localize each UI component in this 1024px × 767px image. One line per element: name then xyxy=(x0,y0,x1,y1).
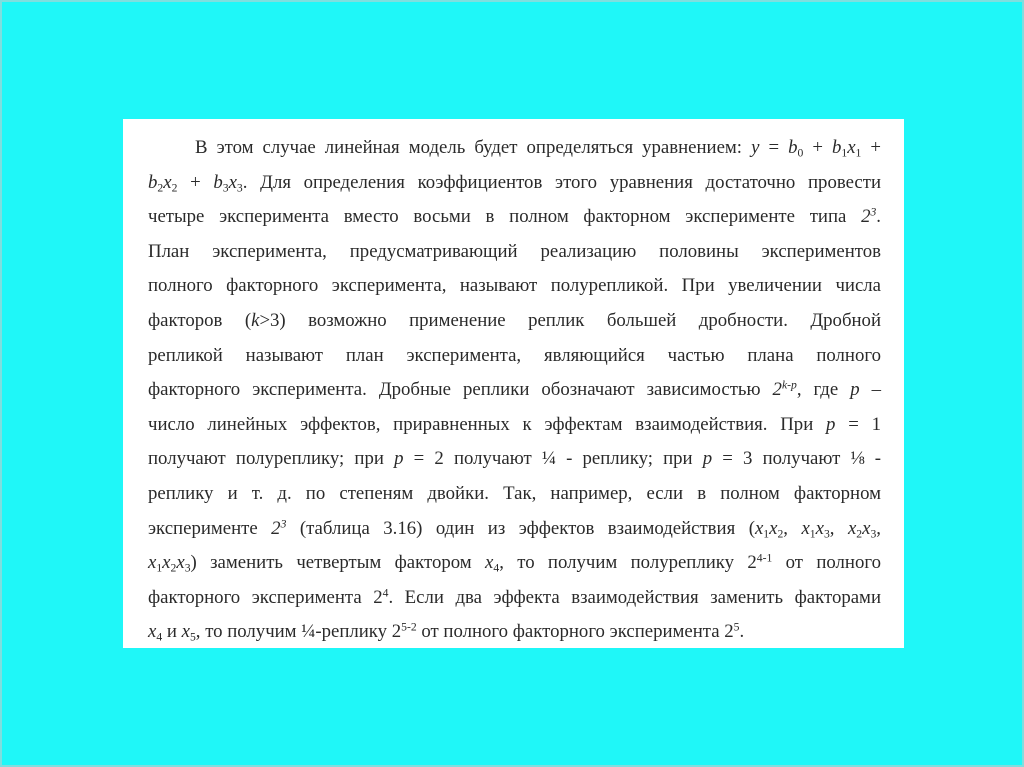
text-fragment: В этом случае линейная модель будет определяться уравнением: xyxy=(195,137,752,158)
text-fragment: получают полуреплику; при xyxy=(148,448,395,470)
subscript: 1 xyxy=(156,561,163,575)
number: 2 xyxy=(271,517,281,539)
subscript: 1 xyxy=(809,527,816,541)
text-line: реплику и т. д. по степеням двойки. Так, например, если в полном факторном xyxy=(148,482,881,504)
text-fragment: , xyxy=(876,517,881,539)
var-x: x xyxy=(754,517,764,539)
subscript: 3 xyxy=(823,527,830,541)
text-fragment: , xyxy=(829,517,848,539)
subscript: 3 xyxy=(870,527,877,541)
var-x: x xyxy=(228,171,237,193)
var-x: x xyxy=(163,171,172,193)
var-x: x xyxy=(148,621,157,643)
superscript: k-p xyxy=(781,378,797,392)
text-fragment: = xyxy=(759,137,789,158)
text-fragment: число линейных эффектов, приравненных к эффектам взаимодействия. При xyxy=(148,413,827,435)
subscript: 1 xyxy=(855,146,862,160)
var-x: x xyxy=(801,517,810,539)
subscript: 2 xyxy=(856,527,863,541)
subscript: 0 xyxy=(797,146,804,160)
var-x: x xyxy=(162,552,171,574)
text-fragment: и xyxy=(162,621,182,643)
var-y: y xyxy=(751,137,760,158)
text-fragment: эксперименте xyxy=(148,517,272,539)
text-fragment: ) заменить четвертым фактором xyxy=(190,552,486,574)
var-b: b xyxy=(831,137,842,158)
var-x: x xyxy=(847,517,857,539)
text-fragment: факторного эксперимента 2 xyxy=(148,586,383,608)
text-fragment: , то получим полуреплику 2 xyxy=(499,552,757,574)
text-fragment: . Для определения коэффициентов этого уравнения достаточно провести xyxy=(242,171,881,193)
text-line xyxy=(148,200,881,235)
var-x: x xyxy=(769,517,778,539)
text-page xyxy=(123,119,904,648)
var-x: x xyxy=(485,552,494,574)
superscript: 3 xyxy=(870,205,877,219)
text-fragment: четыре эксперимента вместо восьми в полном факторном эксперименте типа xyxy=(148,206,862,228)
var-b: b xyxy=(148,171,158,193)
subscript: 2 xyxy=(171,181,178,195)
text-line xyxy=(148,304,881,339)
superscript: 4 xyxy=(382,586,389,600)
var-p: p xyxy=(702,448,713,470)
var-x: x xyxy=(148,552,157,574)
text-fragment: факторного эксперимента. Дробные реплики обозначают зависимостью xyxy=(148,379,773,401)
text-fragment: факторов ( xyxy=(148,309,252,331)
text-fragment: + xyxy=(803,137,832,158)
var-b: b xyxy=(788,137,798,158)
var-x: x xyxy=(862,517,871,539)
text-fragment: . Если два эффекта взаимодействия заменить факторами xyxy=(388,586,881,608)
text-fragment: = 1 xyxy=(835,413,881,435)
superscript: 5 xyxy=(733,620,740,634)
subscript: 3 xyxy=(222,181,229,195)
var-x: x xyxy=(176,552,185,574)
subscript: 4 xyxy=(156,630,163,644)
var-b: b xyxy=(213,171,223,193)
text-line xyxy=(148,512,881,547)
subscript: 4 xyxy=(493,561,500,575)
text-fragment: = 2 получают ¼ - реплику; при xyxy=(403,448,703,470)
var-p: p xyxy=(394,448,404,470)
var-x: x xyxy=(181,621,190,643)
text-line xyxy=(148,442,881,477)
superscript: 5-2 xyxy=(401,620,417,634)
text-line: репликой называют план эксперимента, являющийся частью плана полного xyxy=(148,344,881,366)
text-fragment: от полного факторного эксперимента 2 xyxy=(416,621,734,643)
text-fragment: = 3 получают ⅛ - xyxy=(712,448,882,470)
text-fragment: >3) возможно применение реплик большей дробности. Дробной xyxy=(259,309,881,331)
text-line xyxy=(148,408,881,443)
text-fragment: – xyxy=(859,379,881,401)
text-fragment: (таблица 3.16) один из эффектов взаимодействия ( xyxy=(286,517,755,539)
number: 2 xyxy=(772,379,782,401)
text-fragment: + xyxy=(177,171,214,193)
text-fragment: , то получим ¼-реплику 2 xyxy=(195,621,402,643)
text-line xyxy=(148,373,881,408)
var-k: k xyxy=(251,309,260,331)
text-fragment: от полного xyxy=(772,552,881,574)
text-line: полного факторного эксперимента, называют полурепликой. При увеличении числа xyxy=(148,275,881,297)
text-line xyxy=(148,615,881,650)
text-line xyxy=(148,581,881,616)
subscript: 2 xyxy=(777,527,784,541)
var-p: p xyxy=(850,379,860,401)
superscript: 3 xyxy=(280,517,287,531)
text-line xyxy=(148,131,881,166)
text-line xyxy=(148,546,881,581)
text-fragment: + xyxy=(861,137,882,158)
text-line xyxy=(148,166,881,201)
subscript: 3 xyxy=(184,561,191,575)
text-fragment: . xyxy=(739,621,745,643)
var-x: x xyxy=(815,517,824,539)
text-line: План эксперимента, предусматривающий реализацию половины экспериментов xyxy=(148,240,881,262)
number: 2 xyxy=(861,206,871,228)
var-x: x xyxy=(847,137,856,158)
text-fragment: . xyxy=(876,206,881,228)
subscript: 2 xyxy=(157,181,164,195)
subscript: 5 xyxy=(189,630,196,644)
text-fragment: , где xyxy=(796,379,851,401)
var-p: p xyxy=(826,413,836,435)
subscript: 1 xyxy=(763,527,770,541)
subscript: 3 xyxy=(236,181,243,195)
subscript: 2 xyxy=(170,561,177,575)
text-fragment: , xyxy=(783,517,802,539)
superscript: 4-1 xyxy=(756,551,773,565)
subscript: 1 xyxy=(841,146,848,160)
